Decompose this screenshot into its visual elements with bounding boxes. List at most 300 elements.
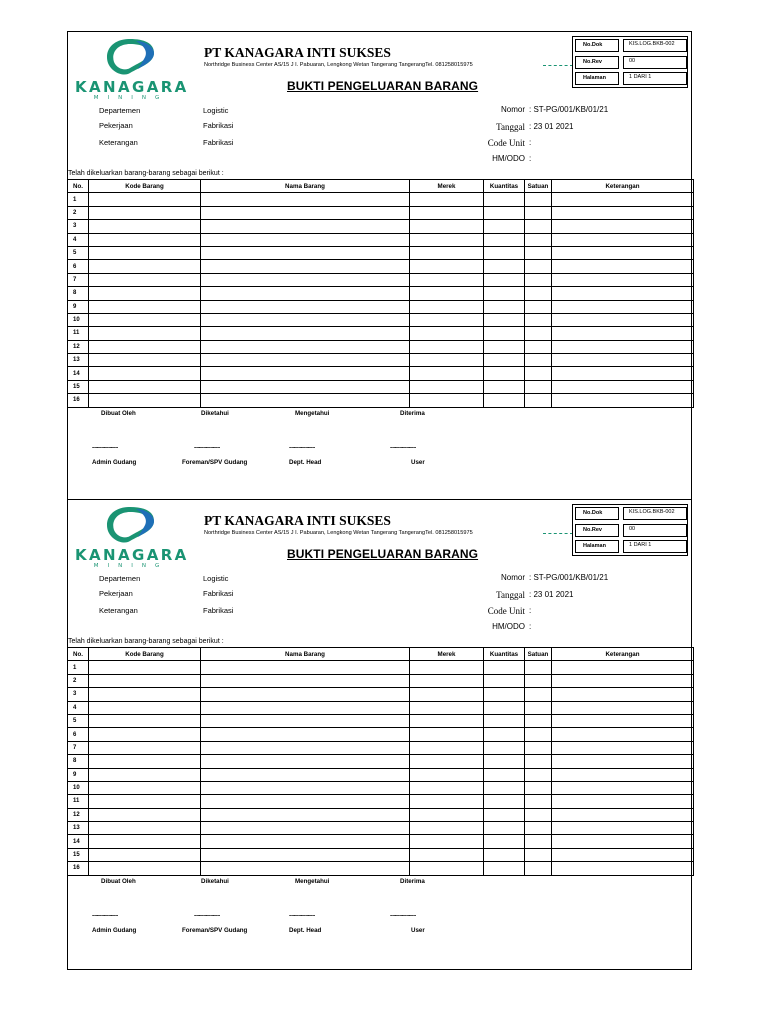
table-cell xyxy=(525,688,552,701)
row-number: 13 xyxy=(68,822,89,835)
table-cell xyxy=(552,661,694,674)
row-number: 11 xyxy=(68,795,89,808)
table-row xyxy=(68,781,694,794)
table-cell xyxy=(410,193,484,206)
row-number: 11 xyxy=(68,327,89,340)
table-cell xyxy=(201,206,410,219)
table-row xyxy=(68,674,694,687)
table-row xyxy=(68,848,694,861)
field-value-pekerjaan: Fabrikasi xyxy=(203,589,234,598)
signature-line: ...................... xyxy=(92,912,118,918)
table-cell xyxy=(552,313,694,326)
table-cell xyxy=(552,300,694,313)
table-cell xyxy=(552,808,694,821)
table-cell xyxy=(484,808,525,821)
table-cell xyxy=(552,260,694,273)
doc-info-value: 1 DARI 1 xyxy=(623,540,687,553)
table-row xyxy=(68,741,694,754)
table-row xyxy=(68,260,694,273)
table-cell xyxy=(552,688,694,701)
table-cell xyxy=(89,674,201,687)
table-cell xyxy=(484,327,525,340)
table-row xyxy=(68,273,694,286)
table-cell xyxy=(410,848,484,861)
row-number: 6 xyxy=(68,260,89,273)
table-cell xyxy=(525,755,552,768)
table-cell xyxy=(484,246,525,259)
table-cell xyxy=(484,193,525,206)
table-row xyxy=(68,313,694,326)
field-label-departemen: Departemen xyxy=(99,574,141,583)
doc-info-label: No.Rev xyxy=(575,524,619,537)
col-header-satuan: Satuan xyxy=(525,648,552,661)
row-number: 7 xyxy=(68,273,89,286)
signature-title: Mengetahui xyxy=(295,410,330,417)
table-cell xyxy=(525,233,552,246)
field-value-keterangan: Fabrikasi xyxy=(203,138,234,147)
signature-title: Dibuat Oleh xyxy=(101,878,136,885)
table-cell xyxy=(552,246,694,259)
table-cell xyxy=(89,661,201,674)
doc-info-row xyxy=(575,524,687,537)
table-row xyxy=(68,220,694,233)
signatory-name: Foreman/SPV Gudang xyxy=(182,927,248,934)
company-name: PT KANAGARA INTI SUKSES xyxy=(204,513,391,528)
col-header-satuan: Satuan xyxy=(525,180,552,193)
doc-info-label: No.Dok xyxy=(575,507,619,520)
field-label-pekerjaan: Pekerjaan xyxy=(99,121,133,130)
table-cell xyxy=(525,741,552,754)
doc-info-row xyxy=(575,540,687,553)
table-cell xyxy=(201,367,410,380)
table-cell xyxy=(410,380,484,393)
table-header-row xyxy=(68,648,694,661)
table-cell xyxy=(525,674,552,687)
table-cell xyxy=(410,220,484,233)
items-table xyxy=(67,179,694,408)
table-cell xyxy=(552,728,694,741)
table-cell xyxy=(552,835,694,848)
table-cell xyxy=(410,313,484,326)
field-label-nomor: Nomor xyxy=(500,573,525,582)
table-cell xyxy=(201,260,410,273)
table-cell xyxy=(484,300,525,313)
table-cell xyxy=(484,354,525,367)
row-number: 7 xyxy=(68,741,89,754)
table-cell xyxy=(552,862,694,875)
table-cell xyxy=(484,728,525,741)
table-cell xyxy=(525,287,552,300)
col-header-kuantitas: Kuantitas xyxy=(484,648,525,661)
items-table xyxy=(67,647,694,876)
row-number: 10 xyxy=(68,781,89,794)
table-cell xyxy=(89,273,201,286)
company-logo xyxy=(75,37,189,101)
table-cell xyxy=(484,755,525,768)
table-row xyxy=(68,287,694,300)
table-cell xyxy=(552,795,694,808)
table-cell xyxy=(201,380,410,393)
table-cell xyxy=(484,835,525,848)
table-cell xyxy=(201,674,410,687)
table-cell xyxy=(410,354,484,367)
header-dashed-rule xyxy=(543,65,573,66)
table-cell xyxy=(410,273,484,286)
document-title: BUKTI PENGELUARAN BARANG xyxy=(287,547,479,561)
logo-subtitle: MINING xyxy=(93,95,169,101)
row-number: 12 xyxy=(68,808,89,821)
row-number: 2 xyxy=(68,206,89,219)
table-row xyxy=(68,701,694,714)
document-info-box xyxy=(572,36,688,88)
table-cell xyxy=(484,380,525,393)
row-number: 8 xyxy=(68,287,89,300)
table-cell xyxy=(552,714,694,727)
signatory-name: User xyxy=(411,459,425,466)
table-cell xyxy=(201,300,410,313)
table-cell xyxy=(89,862,201,875)
table-cell xyxy=(552,354,694,367)
table-row xyxy=(68,822,694,835)
table-cell xyxy=(201,233,410,246)
table-cell xyxy=(410,728,484,741)
table-cell xyxy=(484,741,525,754)
table-cell xyxy=(525,848,552,861)
col-header-no: No. xyxy=(68,648,89,661)
field-label-keterangan: Keterangan xyxy=(99,606,138,615)
table-row xyxy=(68,340,694,353)
table-cell xyxy=(525,835,552,848)
signatory-name: Foreman/SPV Gudang xyxy=(182,459,248,466)
table-cell xyxy=(89,795,201,808)
col-header-nama-barang: Nama Barang xyxy=(201,648,410,661)
table-row xyxy=(68,714,694,727)
row-number: 9 xyxy=(68,768,89,781)
field-value-tanggal: : 23 01 2021 xyxy=(529,122,574,131)
field-label-code-unit: Code Unit xyxy=(487,606,525,616)
form-sheet xyxy=(67,31,692,502)
doc-info-row xyxy=(575,56,687,69)
table-cell xyxy=(201,781,410,794)
table-cell xyxy=(201,741,410,754)
table-cell xyxy=(484,206,525,219)
table-cell xyxy=(484,701,525,714)
row-number: 6 xyxy=(68,728,89,741)
table-cell xyxy=(410,233,484,246)
field-label-code-unit: Code Unit xyxy=(487,138,525,148)
table-cell xyxy=(89,822,201,835)
table-cell xyxy=(525,354,552,367)
logo-emblem-icon xyxy=(100,37,160,77)
table-cell xyxy=(89,394,201,407)
table-cell xyxy=(201,354,410,367)
table-cell xyxy=(525,340,552,353)
field-label-hm-odo: HM/ODO xyxy=(492,154,525,163)
table-cell xyxy=(484,688,525,701)
field-value-departemen: Logistic xyxy=(203,574,229,583)
table-cell xyxy=(525,822,552,835)
table-cell xyxy=(201,661,410,674)
table-cell xyxy=(201,755,410,768)
row-number: 10 xyxy=(68,313,89,326)
table-cell xyxy=(484,220,525,233)
table-cell xyxy=(552,340,694,353)
table-cell xyxy=(525,768,552,781)
table-cell xyxy=(89,835,201,848)
table-cell xyxy=(525,246,552,259)
table-row xyxy=(68,354,694,367)
table-row xyxy=(68,394,694,407)
doc-info-label: Halaman xyxy=(575,540,619,553)
field-value-departemen: Logistic xyxy=(203,106,229,115)
table-cell xyxy=(484,674,525,687)
field-label-pekerjaan: Pekerjaan xyxy=(99,589,133,598)
doc-info-label: No.Rev xyxy=(575,56,619,69)
col-header-keterangan: Keterangan xyxy=(552,648,694,661)
table-cell xyxy=(410,367,484,380)
table-cell xyxy=(484,233,525,246)
table-cell xyxy=(552,701,694,714)
table-cell xyxy=(410,327,484,340)
row-number: 16 xyxy=(68,394,89,407)
row-number: 3 xyxy=(68,220,89,233)
table-cell xyxy=(89,260,201,273)
doc-info-label: No.Dok xyxy=(575,39,619,52)
table-cell xyxy=(89,246,201,259)
table-cell xyxy=(201,848,410,861)
doc-info-value: 00 xyxy=(623,56,687,69)
signatory-name: Dept. Head xyxy=(289,927,322,934)
table-cell xyxy=(89,193,201,206)
row-number: 15 xyxy=(68,848,89,861)
signature-title: Diterima xyxy=(400,410,425,417)
table-cell xyxy=(484,340,525,353)
signature-title: Diketahui xyxy=(201,878,229,885)
table-cell xyxy=(552,768,694,781)
table-cell xyxy=(552,220,694,233)
table-cell xyxy=(89,367,201,380)
table-row xyxy=(68,246,694,259)
doc-info-value: 1 DARI 1 xyxy=(623,72,687,85)
table-row xyxy=(68,768,694,781)
col-header-merek: Merek xyxy=(410,180,484,193)
table-cell xyxy=(552,206,694,219)
form-sheet xyxy=(67,499,692,970)
table-cell xyxy=(552,327,694,340)
table-cell xyxy=(552,273,694,286)
table-cell xyxy=(552,367,694,380)
row-number: 16 xyxy=(68,862,89,875)
company-address: Northridge Business Center AS/15 J I. Pabuaran, Lengkong Wetan Tangerang TangerangTel. 081258015975 xyxy=(204,62,473,68)
table-row xyxy=(68,233,694,246)
field-label-keterangan: Keterangan xyxy=(99,138,138,147)
signature-line: ...................... xyxy=(194,444,220,450)
table-cell xyxy=(484,394,525,407)
table-cell xyxy=(201,862,410,875)
table-cell xyxy=(484,313,525,326)
doc-info-row xyxy=(575,39,687,52)
table-cell xyxy=(552,674,694,687)
table-cell xyxy=(525,380,552,393)
field-value-nomor: : ST-PG/001/KB/01/21 xyxy=(529,573,609,582)
logo-emblem-icon xyxy=(100,505,160,545)
signatory-name: Admin Gudang xyxy=(92,927,137,934)
table-cell xyxy=(410,674,484,687)
table-cell xyxy=(201,394,410,407)
table-cell xyxy=(201,714,410,727)
table-cell xyxy=(525,367,552,380)
col-header-kode-barang: Kode Barang xyxy=(89,648,201,661)
table-cell xyxy=(552,380,694,393)
table-row xyxy=(68,808,694,821)
table-row xyxy=(68,728,694,741)
table-cell xyxy=(410,862,484,875)
row-number: 5 xyxy=(68,246,89,259)
company-name: PT KANAGARA INTI SUKSES xyxy=(204,45,391,60)
table-cell xyxy=(201,220,410,233)
field-value-pekerjaan: Fabrikasi xyxy=(203,121,234,130)
row-number: 8 xyxy=(68,755,89,768)
table-cell xyxy=(410,260,484,273)
table-cell xyxy=(410,768,484,781)
table-cell xyxy=(89,340,201,353)
doc-info-row xyxy=(575,72,687,85)
signature-title: Diterima xyxy=(400,878,425,885)
table-row xyxy=(68,862,694,875)
field-value-code-unit: : xyxy=(529,138,532,147)
table-cell xyxy=(201,246,410,259)
table-cell xyxy=(525,394,552,407)
table-cell xyxy=(410,741,484,754)
row-number: 15 xyxy=(68,380,89,393)
table-cell xyxy=(525,714,552,727)
table-cell xyxy=(89,701,201,714)
doc-info-row xyxy=(575,507,687,520)
table-cell xyxy=(410,822,484,835)
table-row xyxy=(68,380,694,393)
table-cell xyxy=(552,741,694,754)
table-cell xyxy=(89,233,201,246)
field-label-hm-odo: HM/ODO xyxy=(492,622,525,631)
signature-line: ...................... xyxy=(390,912,416,918)
row-number: 9 xyxy=(68,300,89,313)
table-row xyxy=(68,327,694,340)
table-cell xyxy=(89,354,201,367)
col-header-no: No. xyxy=(68,180,89,193)
table-cell xyxy=(552,822,694,835)
row-number: 2 xyxy=(68,674,89,687)
company-address: Northridge Business Center AS/15 J I. Pabuaran, Lengkong Wetan Tangerang TangerangTel. 081258015975 xyxy=(204,530,473,536)
table-cell xyxy=(201,822,410,835)
doc-info-label: Halaman xyxy=(575,72,619,85)
table-cell xyxy=(484,367,525,380)
signatory-name: User xyxy=(411,927,425,934)
signature-title: Mengetahui xyxy=(295,878,330,885)
row-number: 1 xyxy=(68,661,89,674)
signature-line: ...................... xyxy=(92,444,118,450)
table-cell xyxy=(410,755,484,768)
table-cell xyxy=(201,795,410,808)
signature-line: ...................... xyxy=(390,444,416,450)
table-cell xyxy=(484,661,525,674)
table-cell xyxy=(201,193,410,206)
table-cell xyxy=(410,394,484,407)
signature-title: Dibuat Oleh xyxy=(101,410,136,417)
field-value-hm-odo: : xyxy=(529,622,532,631)
table-cell xyxy=(484,822,525,835)
table-header-row xyxy=(68,180,694,193)
table-cell xyxy=(201,327,410,340)
row-number: 5 xyxy=(68,714,89,727)
table-cell xyxy=(525,795,552,808)
field-value-code-unit: : xyxy=(529,606,532,615)
table-cell xyxy=(552,193,694,206)
table-cell xyxy=(89,300,201,313)
table-row xyxy=(68,300,694,313)
table-cell xyxy=(525,661,552,674)
logo-subtitle: MINING xyxy=(93,563,169,569)
table-cell xyxy=(410,688,484,701)
table-cell xyxy=(552,848,694,861)
table-cell xyxy=(410,340,484,353)
table-cell xyxy=(552,287,694,300)
table-row xyxy=(68,835,694,848)
intro-text: Telah dikeluarkan barang-barang sebagai berikut : xyxy=(68,638,224,645)
table-cell xyxy=(525,728,552,741)
table-cell xyxy=(525,193,552,206)
table-cell xyxy=(201,688,410,701)
table-cell xyxy=(89,327,201,340)
table-cell xyxy=(410,206,484,219)
table-cell xyxy=(484,768,525,781)
table-cell xyxy=(525,808,552,821)
table-row xyxy=(68,688,694,701)
table-cell xyxy=(410,795,484,808)
table-cell xyxy=(552,394,694,407)
table-cell xyxy=(89,206,201,219)
signature-line: ...................... xyxy=(289,444,315,450)
doc-info-value: 00 xyxy=(623,524,687,537)
table-cell xyxy=(525,273,552,286)
table-row xyxy=(68,206,694,219)
document-info-box xyxy=(572,504,688,556)
table-row xyxy=(68,661,694,674)
table-cell xyxy=(552,755,694,768)
table-cell xyxy=(525,300,552,313)
table-cell xyxy=(89,768,201,781)
table-cell xyxy=(525,206,552,219)
table-cell xyxy=(525,327,552,340)
col-header-nama-barang: Nama Barang xyxy=(201,180,410,193)
table-cell xyxy=(410,714,484,727)
table-row xyxy=(68,795,694,808)
table-cell xyxy=(410,781,484,794)
col-header-kode-barang: Kode Barang xyxy=(89,180,201,193)
row-number: 13 xyxy=(68,354,89,367)
table-row xyxy=(68,755,694,768)
table-cell xyxy=(410,661,484,674)
table-cell xyxy=(89,688,201,701)
row-number: 12 xyxy=(68,340,89,353)
table-cell xyxy=(525,313,552,326)
table-cell xyxy=(410,701,484,714)
table-cell xyxy=(484,260,525,273)
logo-wordmark: KANAGARA xyxy=(75,546,189,564)
table-cell xyxy=(201,835,410,848)
table-cell xyxy=(89,714,201,727)
logo-wordmark: KANAGARA xyxy=(75,78,189,96)
table-cell xyxy=(201,701,410,714)
